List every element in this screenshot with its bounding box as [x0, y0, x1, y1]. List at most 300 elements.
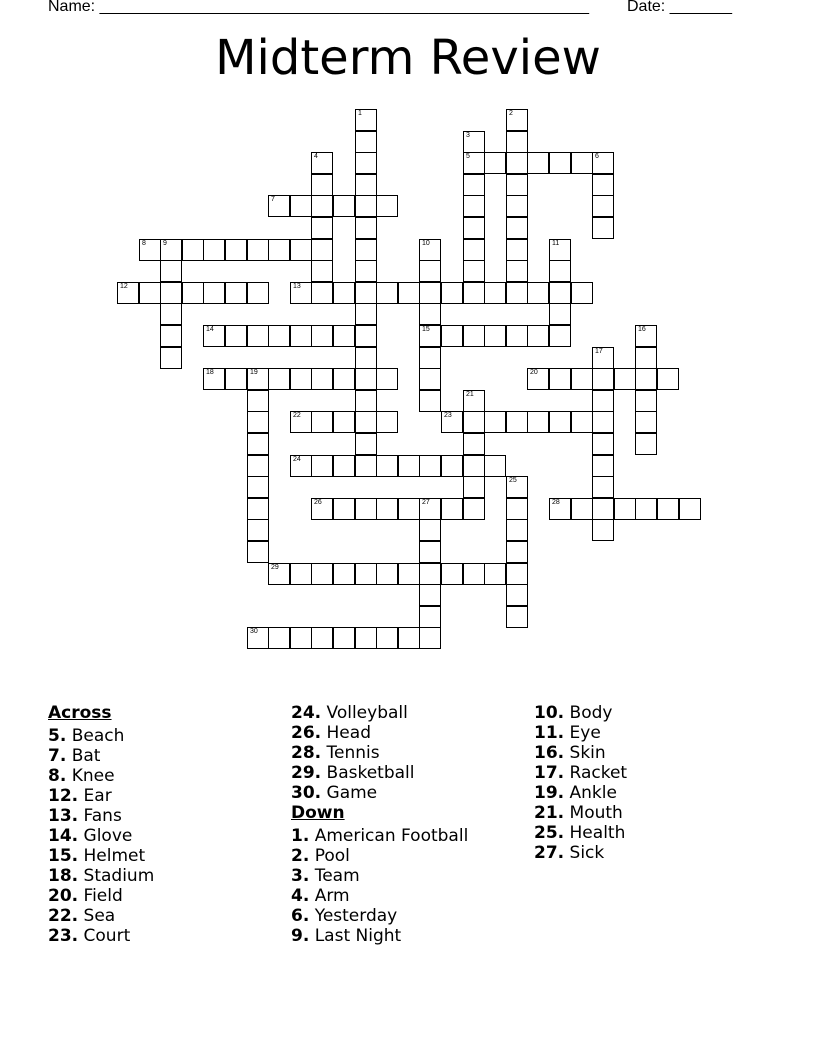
grid-cell[interactable]: [333, 325, 355, 347]
grid-cell[interactable]: [463, 152, 485, 174]
grid-cell[interactable]: [182, 282, 204, 304]
grid-cell[interactable]: [506, 541, 528, 563]
grid-cell[interactable]: [441, 282, 463, 304]
grid-cell[interactable]: [463, 563, 485, 585]
clue-number: 11.: [534, 723, 565, 743]
grid-number: 10: [422, 240, 430, 247]
grid-cell[interactable]: [549, 498, 571, 520]
grid-cell[interactable]: [592, 368, 614, 390]
grid-cell[interactable]: [506, 195, 528, 217]
grid-cell[interactable]: [355, 303, 377, 325]
grid-cell[interactable]: [484, 455, 506, 477]
clue-text: Beach: [66, 726, 125, 746]
grid-cell[interactable]: [484, 325, 506, 347]
grid-cell[interactable]: [463, 174, 485, 196]
grid-cell[interactable]: [463, 131, 485, 153]
grid-cell[interactable]: [635, 411, 657, 433]
grid-number: 2: [509, 110, 513, 117]
grid-cell[interactable]: [311, 260, 333, 282]
grid-cell[interactable]: [463, 390, 485, 412]
grid-cell[interactable]: [290, 455, 312, 477]
across-clue: [291, 763, 468, 783]
grid-cell[interactable]: [376, 498, 398, 520]
grid-cell[interactable]: [592, 152, 614, 174]
grid-number: 19: [250, 369, 258, 376]
grid-cell[interactable]: [355, 217, 377, 239]
down-clue: [291, 826, 468, 846]
grid-cell[interactable]: [376, 282, 398, 304]
grid-cell[interactable]: [419, 627, 441, 649]
grid-cell[interactable]: [419, 260, 441, 282]
grid-cell[interactable]: [376, 455, 398, 477]
grid-cell[interactable]: [484, 152, 506, 174]
grid-cell[interactable]: [592, 519, 614, 541]
grid-cell[interactable]: [311, 325, 333, 347]
grid-cell[interactable]: [506, 282, 528, 304]
clue-text: Game: [321, 783, 378, 803]
grid-cell[interactable]: [247, 519, 269, 541]
grid-cell[interactable]: [506, 498, 528, 520]
clue-number: 2.: [291, 846, 310, 866]
grid-cell[interactable]: [139, 239, 161, 261]
grid-cell[interactable]: [311, 627, 333, 649]
grid-cell[interactable]: [506, 152, 528, 174]
grid-cell[interactable]: [592, 347, 614, 369]
grid-cell[interactable]: [441, 325, 463, 347]
clue-text: Ankle: [564, 783, 617, 803]
grid-cell[interactable]: [506, 174, 528, 196]
grid-number: 3: [466, 132, 470, 139]
across-clue: [48, 806, 154, 826]
grid-cell[interactable]: [571, 498, 593, 520]
clue-number: 13.: [48, 806, 79, 826]
grid-cell[interactable]: [571, 411, 593, 433]
grid-cell[interactable]: [614, 498, 636, 520]
grid-cell[interactable]: [527, 152, 549, 174]
grid-cell[interactable]: [268, 195, 290, 217]
grid-cell[interactable]: [463, 217, 485, 239]
grid-cell[interactable]: [441, 563, 463, 585]
grid-cell[interactable]: [592, 390, 614, 412]
grid-cell[interactable]: [247, 325, 269, 347]
grid-cell[interactable]: [160, 239, 182, 261]
grid-cell[interactable]: [592, 195, 614, 217]
grid-cell[interactable]: [506, 563, 528, 585]
grid-cell[interactable]: [333, 411, 355, 433]
grid-cell[interactable]: [333, 563, 355, 585]
grid-cell[interactable]: [311, 152, 333, 174]
grid-cell[interactable]: [160, 260, 182, 282]
grid-cell[interactable]: [463, 433, 485, 455]
grid-cell[interactable]: [419, 303, 441, 325]
grid-cell[interactable]: [549, 152, 571, 174]
grid-cell[interactable]: [290, 563, 312, 585]
grid-cell[interactable]: [549, 325, 571, 347]
grid-cell[interactable]: [247, 239, 269, 261]
clue-text: Knee: [66, 766, 115, 786]
grid-cell[interactable]: [419, 455, 441, 477]
grid-cell[interactable]: [225, 368, 247, 390]
grid-cell[interactable]: [247, 390, 269, 412]
grid-cell[interactable]: [571, 282, 593, 304]
grid-cell[interactable]: [247, 627, 269, 649]
grid-number: 6: [595, 153, 599, 160]
grid-cell[interactable]: [419, 541, 441, 563]
grid-cell[interactable]: [355, 195, 377, 217]
grid-number: 14: [206, 326, 214, 333]
across-clue: [48, 886, 154, 906]
across-clue: [48, 926, 154, 946]
grid-cell[interactable]: [398, 563, 420, 585]
down-clue: [291, 866, 468, 886]
grid-number: 5: [466, 153, 470, 160]
grid-cell[interactable]: [635, 498, 657, 520]
grid-cell[interactable]: [506, 131, 528, 153]
grid-cell[interactable]: [592, 217, 614, 239]
grid-number: 11: [552, 240, 560, 247]
grid-cell[interactable]: [355, 174, 377, 196]
grid-cell[interactable]: [355, 131, 377, 153]
across-clue: [48, 746, 154, 766]
grid-cell[interactable]: [355, 455, 377, 477]
grid-cell[interactable]: [311, 282, 333, 304]
grid-cell[interactable]: [679, 498, 701, 520]
grid-cell[interactable]: [117, 282, 139, 304]
clue-column-3: [534, 703, 627, 863]
clue-text: Body: [564, 703, 613, 723]
grid-cell[interactable]: [247, 541, 269, 563]
grid-cell[interactable]: [419, 498, 441, 520]
grid-cell[interactable]: [506, 109, 528, 131]
grid-cell[interactable]: [290, 325, 312, 347]
grid-cell[interactable]: [463, 476, 485, 498]
grid-cell[interactable]: [506, 260, 528, 282]
date-label: Date: _______: [627, 0, 732, 15]
grid-cell[interactable]: [355, 325, 377, 347]
grid-number: 20: [530, 369, 538, 376]
grid-cell[interactable]: [592, 455, 614, 477]
grid-cell[interactable]: [527, 282, 549, 304]
grid-cell[interactable]: [549, 368, 571, 390]
grid-cell[interactable]: [419, 239, 441, 261]
clue-number: 4.: [291, 886, 310, 906]
grid-number: 12: [120, 283, 128, 290]
grid-cell[interactable]: [311, 563, 333, 585]
down-clue: [534, 803, 627, 823]
grid-cell[interactable]: [506, 606, 528, 628]
grid-cell[interactable]: [160, 325, 182, 347]
down-clue: [291, 906, 468, 926]
grid-cell[interactable]: [355, 627, 377, 649]
grid-cell[interactable]: [506, 239, 528, 261]
clue-text: Mouth: [564, 803, 623, 823]
down-clue: [534, 763, 627, 783]
clue-text: Ear: [78, 786, 112, 806]
clue-number: 25.: [534, 823, 565, 843]
grid-number: 28: [552, 499, 560, 506]
grid-cell[interactable]: [527, 368, 549, 390]
across-clue: [48, 826, 154, 846]
grid-cell[interactable]: [419, 368, 441, 390]
grid-cell[interactable]: [311, 411, 333, 433]
grid-cell[interactable]: [635, 368, 657, 390]
grid-cell[interactable]: [311, 368, 333, 390]
grid-cell[interactable]: [268, 563, 290, 585]
grid-cell[interactable]: [398, 455, 420, 477]
grid-cell[interactable]: [247, 476, 269, 498]
grid-cell[interactable]: [419, 563, 441, 585]
grid-cell[interactable]: [203, 368, 225, 390]
grid-cell[interactable]: [506, 325, 528, 347]
grid-cell[interactable]: [225, 239, 247, 261]
clue-text: American Football: [309, 826, 469, 846]
grid-cell[interactable]: [463, 411, 485, 433]
clue-number: 8.: [48, 766, 67, 786]
grid-cell[interactable]: [657, 368, 679, 390]
grid-cell[interactable]: [657, 498, 679, 520]
down-clue: [291, 846, 468, 866]
grid-cell[interactable]: [355, 411, 377, 433]
grid-cell[interactable]: [592, 498, 614, 520]
grid-cell[interactable]: [139, 282, 161, 304]
grid-number: 13: [293, 283, 301, 290]
clue-text: Glove: [78, 826, 133, 846]
grid-cell[interactable]: [441, 411, 463, 433]
grid-number: 22: [293, 412, 301, 419]
grid-cell[interactable]: [592, 433, 614, 455]
grid-cell[interactable]: [549, 282, 571, 304]
grid-cell[interactable]: [463, 325, 485, 347]
down-clue: [534, 723, 627, 743]
grid-cell[interactable]: [463, 239, 485, 261]
across-clue: [291, 743, 468, 763]
grid-cell[interactable]: [463, 498, 485, 520]
clue-text: Sick: [564, 843, 605, 863]
clue-number: 7.: [48, 746, 67, 766]
grid-cell[interactable]: [484, 563, 506, 585]
grid-cell[interactable]: [311, 174, 333, 196]
grid-cell[interactable]: [506, 217, 528, 239]
grid-cell[interactable]: [549, 303, 571, 325]
clue-text: Eye: [564, 723, 601, 743]
grid-cell[interactable]: [506, 411, 528, 433]
grid-cell[interactable]: [484, 282, 506, 304]
grid-cell[interactable]: [398, 282, 420, 304]
grid-cell[interactable]: [247, 368, 269, 390]
grid-cell[interactable]: [463, 455, 485, 477]
across-clue: [48, 726, 154, 746]
grid-number: 7: [271, 196, 275, 203]
grid-cell[interactable]: [571, 368, 593, 390]
grid-cell[interactable]: [160, 347, 182, 369]
clue-text: Volleyball: [321, 703, 408, 723]
grid-number: 8: [142, 240, 146, 247]
down-clue: [534, 743, 627, 763]
down-clue: [291, 926, 468, 946]
grid-number: 27: [422, 499, 430, 506]
grid-cell[interactable]: [311, 217, 333, 239]
grid-cell[interactable]: [398, 498, 420, 520]
clue-number: 26.: [291, 723, 322, 743]
grid-cell[interactable]: [635, 433, 657, 455]
grid-cell[interactable]: [355, 498, 377, 520]
grid-cell[interactable]: [311, 195, 333, 217]
grid-cell[interactable]: [463, 195, 485, 217]
grid-cell[interactable]: [225, 325, 247, 347]
grid-cell[interactable]: [355, 390, 377, 412]
grid-cell[interactable]: [290, 627, 312, 649]
clue-text: Helmet: [78, 846, 146, 866]
grid-cell[interactable]: [290, 368, 312, 390]
grid-cell[interactable]: [290, 239, 312, 261]
clue-number: 9.: [291, 926, 310, 946]
clue-number: 17.: [534, 763, 565, 783]
clue-number: 20.: [48, 886, 79, 906]
grid-number: 15: [422, 326, 430, 333]
grid-cell[interactable]: [247, 282, 269, 304]
grid-cell[interactable]: [419, 347, 441, 369]
grid-number: 18: [206, 369, 214, 376]
grid-cell[interactable]: [355, 563, 377, 585]
grid-cell[interactable]: [355, 433, 377, 455]
grid-cell[interactable]: [592, 411, 614, 433]
grid-cell[interactable]: [506, 584, 528, 606]
clue-text: Sea: [78, 906, 116, 926]
grid-cell[interactable]: [441, 498, 463, 520]
grid-cell[interactable]: [592, 476, 614, 498]
clue-number: 18.: [48, 866, 79, 886]
across-clue: [291, 783, 468, 803]
grid-cell[interactable]: [311, 239, 333, 261]
grid-cell[interactable]: [268, 368, 290, 390]
clue-number: 5.: [48, 726, 67, 746]
grid-cell[interactable]: [247, 411, 269, 433]
grid-cell[interactable]: [635, 347, 657, 369]
grid-cell[interactable]: [333, 455, 355, 477]
down-clue: [534, 843, 627, 863]
clue-text: Head: [321, 723, 371, 743]
grid-cell[interactable]: [203, 325, 225, 347]
grid-cell[interactable]: [549, 239, 571, 261]
grid-cell[interactable]: [160, 282, 182, 304]
grid-cell[interactable]: [419, 325, 441, 347]
clue-text: Team: [309, 866, 360, 886]
across-column-1: [48, 703, 154, 946]
grid-cell[interactable]: [419, 519, 441, 541]
grid-cell[interactable]: [441, 455, 463, 477]
clue-number: 15.: [48, 846, 79, 866]
grid-number: 21: [466, 391, 474, 398]
grid-cell[interactable]: [635, 325, 657, 347]
grid-cell[interactable]: [203, 282, 225, 304]
grid-cell[interactable]: [419, 282, 441, 304]
grid-cell[interactable]: [355, 368, 377, 390]
clue-number: 12.: [48, 786, 79, 806]
clue-number: 10.: [534, 703, 565, 723]
grid-cell[interactable]: [527, 411, 549, 433]
grid-number: 26: [314, 499, 322, 506]
grid-number: 25: [509, 477, 517, 484]
grid-cell[interactable]: [355, 152, 377, 174]
grid-cell[interactable]: [160, 303, 182, 325]
across-clue: [48, 766, 154, 786]
grid-cell[interactable]: [355, 260, 377, 282]
clue-number: 29.: [291, 763, 322, 783]
grid-number: 4: [314, 153, 318, 160]
page-title: Midterm Review: [215, 30, 601, 86]
grid-cell[interactable]: [247, 433, 269, 455]
clue-number: 14.: [48, 826, 79, 846]
grid-cell[interactable]: [247, 498, 269, 520]
grid-cell[interactable]: [182, 239, 204, 261]
clue-text: Pool: [309, 846, 350, 866]
clue-text: Skin: [564, 743, 606, 763]
grid-cell[interactable]: [463, 260, 485, 282]
grid-cell[interactable]: [592, 174, 614, 196]
grid-cell[interactable]: [333, 627, 355, 649]
clue-number: 16.: [534, 743, 565, 763]
grid-cell[interactable]: [268, 239, 290, 261]
across-clue: [291, 723, 468, 743]
down-clue: [534, 703, 627, 723]
grid-cell[interactable]: [376, 563, 398, 585]
grid-cell[interactable]: [355, 109, 377, 131]
grid-cell[interactable]: [311, 498, 333, 520]
grid-cell[interactable]: [203, 239, 225, 261]
grid-cell[interactable]: [290, 411, 312, 433]
grid-cell[interactable]: [355, 282, 377, 304]
grid-cell[interactable]: [225, 282, 247, 304]
grid-number: 16: [638, 326, 646, 333]
grid-cell[interactable]: [376, 368, 398, 390]
grid-cell[interactable]: [614, 368, 636, 390]
grid-cell[interactable]: [398, 627, 420, 649]
grid-cell[interactable]: [571, 152, 593, 174]
grid-cell[interactable]: [506, 476, 528, 498]
grid-cell[interactable]: [311, 455, 333, 477]
grid-cell[interactable]: [549, 260, 571, 282]
across-clue: [48, 846, 154, 866]
grid-cell[interactable]: [376, 627, 398, 649]
grid-cell[interactable]: [333, 368, 355, 390]
grid-cell[interactable]: [419, 606, 441, 628]
grid-cell[interactable]: [268, 627, 290, 649]
grid-cell[interactable]: [635, 390, 657, 412]
grid-cell[interactable]: [376, 411, 398, 433]
grid-cell[interactable]: [290, 195, 312, 217]
clue-text: Last Night: [309, 926, 402, 946]
grid-cell[interactable]: [333, 282, 355, 304]
grid-cell[interactable]: [506, 519, 528, 541]
grid-cell[interactable]: [268, 325, 290, 347]
grid-cell[interactable]: [355, 347, 377, 369]
grid-cell[interactable]: [376, 195, 398, 217]
grid-cell[interactable]: [419, 584, 441, 606]
across-heading: Across: [48, 703, 112, 723]
grid-cell[interactable]: [463, 282, 485, 304]
grid-cell[interactable]: [290, 282, 312, 304]
clue-number: 27.: [534, 843, 565, 863]
grid-cell[interactable]: [484, 411, 506, 433]
grid-cell[interactable]: [419, 390, 441, 412]
grid-cell[interactable]: [247, 455, 269, 477]
grid-cell[interactable]: [355, 239, 377, 261]
across-clue: [48, 906, 154, 926]
grid-cell[interactable]: [333, 195, 355, 217]
grid-cell[interactable]: [527, 325, 549, 347]
grid-cell[interactable]: [549, 411, 571, 433]
grid-cell[interactable]: [333, 498, 355, 520]
